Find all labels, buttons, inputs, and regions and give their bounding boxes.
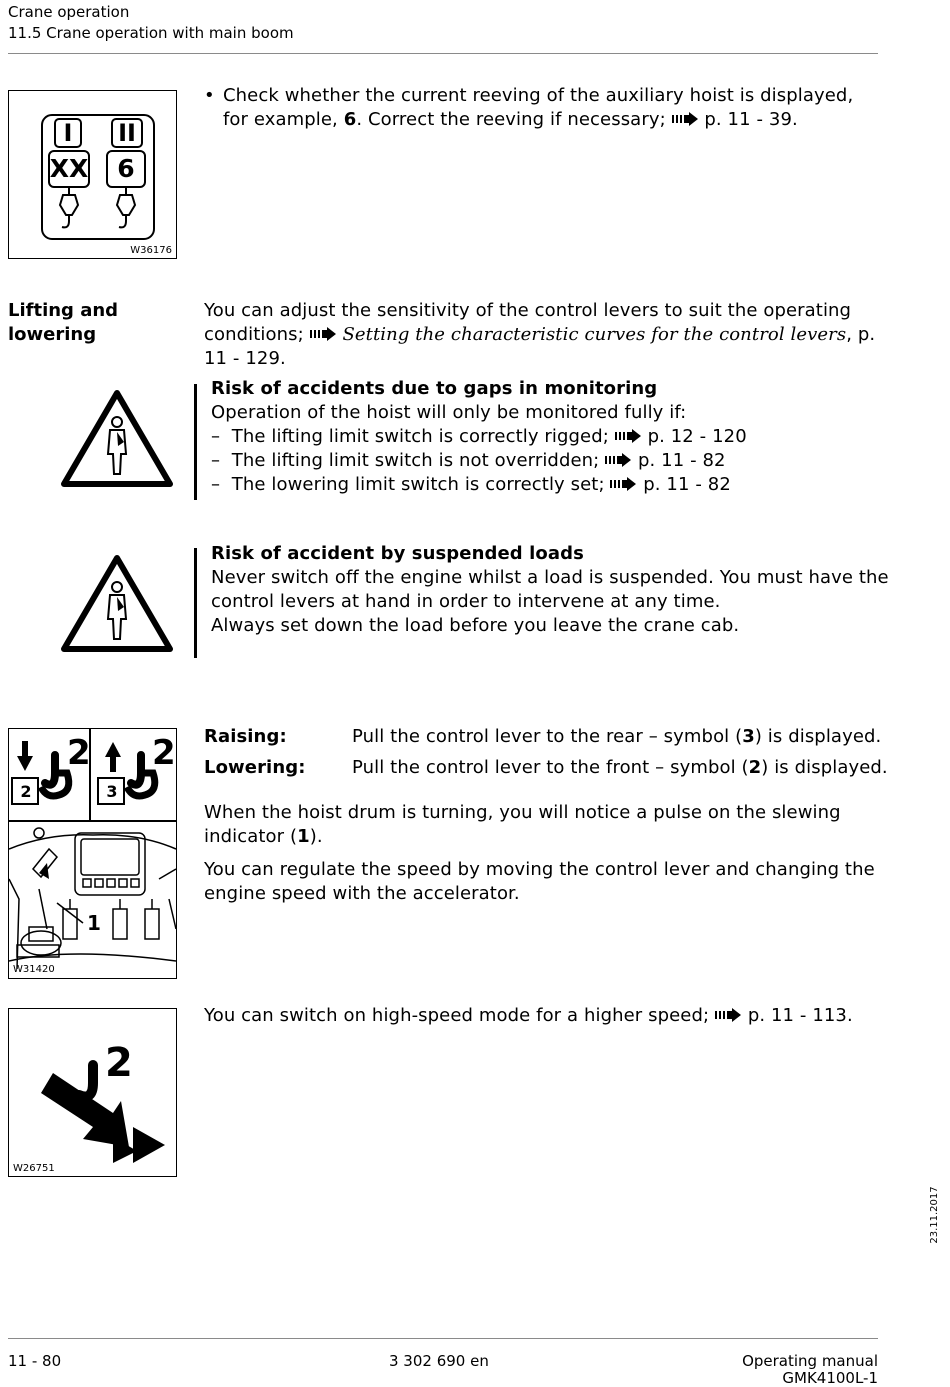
warning-1-item-ref-link[interactable]: p. 12 - 120 [647,426,747,447]
warning-triangle-icon [60,553,174,653]
pulse-indicator-number: 1 [297,826,310,847]
bullet-1-bold-value: 6 [343,109,357,130]
lifting-ref-link[interactable]: Setting the characteristic curves for the control levers [342,324,847,345]
reference-arrow-icon [715,1008,742,1022]
warning-1-item [211,473,891,497]
raising-text-post: ) is displayed. [754,726,882,747]
figure-control-lever [8,728,177,979]
lifting-line-2-post: , p. 11 - 129. [204,324,876,369]
figure-high-speed [8,1008,177,1177]
warning-1-text [211,377,891,497]
hook-exponent-left: 2 [67,733,91,773]
bullet-1-line-1: Check whether the current reeving of the auxiliary hoist is displayed, [223,85,854,106]
high-speed-line: You can switch on high-speed mode for a higher speed; [204,1005,710,1026]
high-speed-number: 2 [105,1040,133,1086]
footer-rule [8,1338,878,1339]
raising-text-pre: Pull the control lever to the rear – symbol ( [352,726,743,747]
hook-icon-raising [127,755,155,796]
pulse-line-2 [204,825,894,849]
warning-1-bar [194,384,197,500]
raising-symbol-number: 3 [742,726,755,747]
reference-arrow-icon [310,327,337,341]
warning-2-line-2: control levers at hand in order to intervene at any time. [211,591,721,612]
hook-icon-right [117,187,135,227]
warning-1-item-dash: – [211,426,221,447]
hoist-1-label: I [63,119,73,147]
lowering-text [352,756,892,780]
figure-3-label: W26751 [13,1163,55,1174]
control-lever-graphic [9,729,176,978]
pulse-text [204,801,894,849]
reference-arrow-icon [672,112,699,126]
warning-2-title: Risk of accident by suspended loads [211,543,584,564]
header-rule [8,53,878,54]
figure-1-label: W36176 [130,245,172,256]
lowering-symbol-number: 2 [748,757,762,778]
warning-1-item [211,449,891,473]
header-chapter: Crane operation [8,3,130,21]
lowering-arrow-icon [17,741,33,771]
lifting-line-2 [204,323,894,371]
hook-icon-lowering [41,755,69,796]
figure-reeving-display [8,90,177,259]
bullet-1-line-2-post: . Correct the reeving if necessary; [356,109,666,130]
lowering-label: Lowering: [204,757,306,778]
warning-1-item [211,425,891,449]
bullet-1-line-2-pre: for example, [223,109,344,130]
figure-2-label: W31420 [13,964,55,975]
warning-1-item-text: The lifting limit switch is correctly rigged; [231,426,609,447]
warning-2-text [211,542,891,638]
hoist-2-label: II [118,119,136,147]
bullet-1-text [223,84,883,132]
warning-1-item-dash: – [211,450,221,471]
footer-manual: Operating manual [742,1352,878,1370]
warning-2-line-1: Never switch off the engine whilst a load is suspended. You must have the [211,567,889,588]
callout-1: 1 [87,911,101,935]
high-speed-text [204,1004,894,1028]
cab-interior-sketch [9,828,176,969]
warning-triangle-icon [60,388,174,488]
raising-arrow-icon [105,742,121,772]
lifting-line-1: You can adjust the sensitivity of the control levers to suit the operating [204,300,852,321]
header-section: 11.5 Crane operation with main boom [8,24,294,42]
warning-1-item-text: The lifting limit switch is not overridden; [231,450,600,471]
bullet-1-line-2 [223,108,883,132]
raising-text [352,725,892,749]
warning-1-intro: Operation of the hoist will only be monitored fully if: [211,402,687,423]
reeving-1-value: XX [49,154,89,183]
reference-arrow-icon [615,429,642,443]
reference-arrow-icon [610,477,637,491]
warning-1-item-ref-link[interactable]: p. 11 - 82 [643,474,731,495]
high-speed-ref-link[interactable]: p. 11 - 113. [747,1005,853,1026]
regulate-line-1: You can regulate the speed by moving the control lever and changing the [204,859,875,880]
high-speed-graphic [9,1009,176,1176]
lifting-title-line-2: lowering [8,324,97,345]
reeving-2-value: 6 [117,154,135,183]
bullet-1-ref-link[interactable]: p. 11 - 39. [704,109,798,130]
hook-exponent-right: 2 [152,733,176,773]
lowering-text-post: ) is displayed. [761,757,888,778]
footer-doc-number: 3 302 690 en [389,1352,489,1370]
warning-2-bar [194,548,197,658]
warning-1-item-text: The lowering limit switch is correctly set; [231,474,605,495]
regulate-line-2: engine speed with the accelerator. [204,883,520,904]
pulse-line-1: When the hoist drum is turning, you will notice a pulse on the slewing [204,802,841,823]
symbol-raising-number: 3 [106,782,118,801]
bullet-1-marker: • [204,85,215,106]
lifting-line-2-pre: conditions; [204,324,304,345]
reeving-display-graphic [9,91,176,258]
pulse-line-2-pre: indicator ( [204,826,298,847]
warning-1-item-ref-link[interactable]: p. 11 - 82 [637,450,726,471]
lifting-title-line-1: Lifting and [8,300,119,321]
hook-icon-left [60,187,78,227]
footer-page-number: 11 - 80 [8,1352,62,1370]
footer-model: GMK4100L-1 [782,1369,878,1387]
reference-arrow-icon [605,453,632,467]
side-date: 23.11.2017 [929,1186,940,1244]
regulate-text [204,858,894,906]
lowering-text-pre: Pull the control lever to the front – symbol ( [352,757,749,778]
warning-1-item-dash: – [211,474,221,495]
raising-label: Raising: [204,726,287,747]
symbol-lowering-number: 2 [20,782,32,801]
warning-1-title: Risk of accidents due to gaps in monitoring [211,378,658,399]
lifting-text [204,299,894,371]
lifting-title [8,299,118,347]
fast-forward-arrow-icon [41,1073,165,1163]
warning-2-line-3: Always set down the load before you leave the crane cab. [211,615,740,636]
pulse-line-2-post: ). [309,826,323,847]
